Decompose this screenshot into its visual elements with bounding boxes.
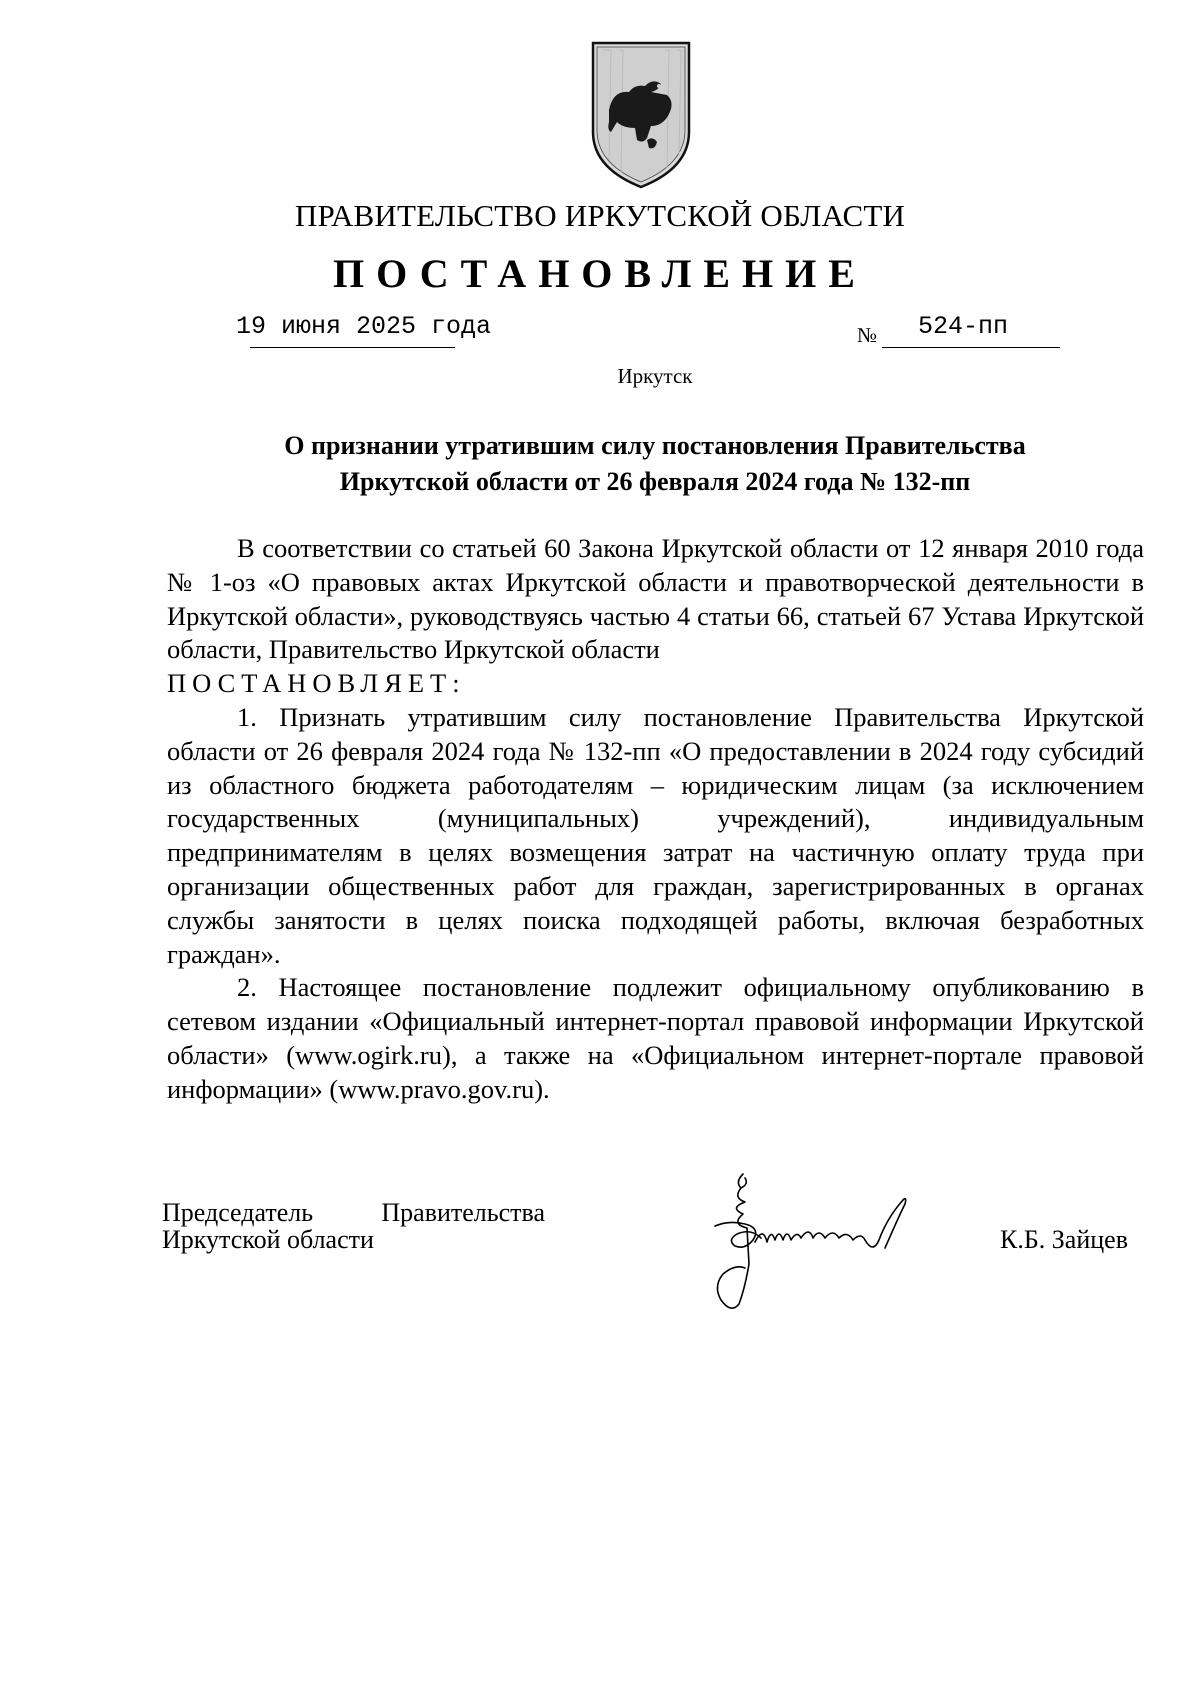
government-title: ПРАВИТЕЛЬСТВО ИРКУТСКОЙ ОБЛАСТИ xyxy=(294,198,906,233)
item-1-paragraph: 1. Признать утратившим силу постановление Правительства Иркутской области от 26 февраля 2024 года № 132-пп «О предоставлении в 2024 году субсидий из областного бюджета работодателям – юридическим лицам (за исключением государственных (муниципальных) учреждений), индивидуальным предпринимателям в целях возмещения затрат на частичную оплату труда при организации общественных работ для граждан, зарегистрированных в органах службы занятости в целях поиска подходящей работы, включая безработных граждан». xyxy=(167,701,1144,969)
number-sign: № xyxy=(857,323,878,347)
preamble-paragraph: В соответствии со статьей 60 Закона Иркутской области от 12 января 2010 года № 1-оз «О правовых актах Иркутской области и правотворческой деятельности в Иркутской области», руководствуясь частью 4 статьи 66, статьей 67 Устава Иркутской области, Правительство Иркутской области xyxy=(167,533,1144,665)
signer-title xyxy=(162,1199,562,1253)
coat-of-arms-icon xyxy=(589,40,693,190)
signer-name: К.Б. Зайцев xyxy=(1000,1225,1128,1254)
document-number: 524-пп xyxy=(918,312,1009,341)
date-underline xyxy=(250,347,455,348)
document-date: 19 июня 2025 года xyxy=(236,312,492,341)
decree-word: ПОСТАНОВЛЯЕТ: xyxy=(167,668,466,699)
number-underline xyxy=(882,347,1060,348)
signer-title-word-2: Правительства xyxy=(381,1198,545,1227)
subject-line-1: О признании утратившим силу постановления Правительства xyxy=(284,431,1026,460)
document-body xyxy=(167,532,1144,1107)
document-subject xyxy=(165,428,1145,500)
subject-line-2: Иркутской области от 26 февраля 2024 года № 132-пп xyxy=(339,467,971,496)
document-type: ПОСТАНОВЛЕНИЕ xyxy=(333,251,867,296)
item-2-paragraph: 2. Настоящее постановление подлежит официальному опубликованию в сетевом издании «Официальный интернет-портал правовой информации Иркутской области» (www.ogirk.ru), а также на «Официальном интернет-портале правовой информации» (www.pravo.gov.ru). xyxy=(167,972,1144,1104)
signer-title-line-2: Иркутской области xyxy=(162,1225,374,1254)
handwritten-signature-icon xyxy=(705,1168,965,1316)
signer-title-word-1: Председатель xyxy=(162,1198,314,1227)
document-city: Иркутск xyxy=(617,364,693,388)
